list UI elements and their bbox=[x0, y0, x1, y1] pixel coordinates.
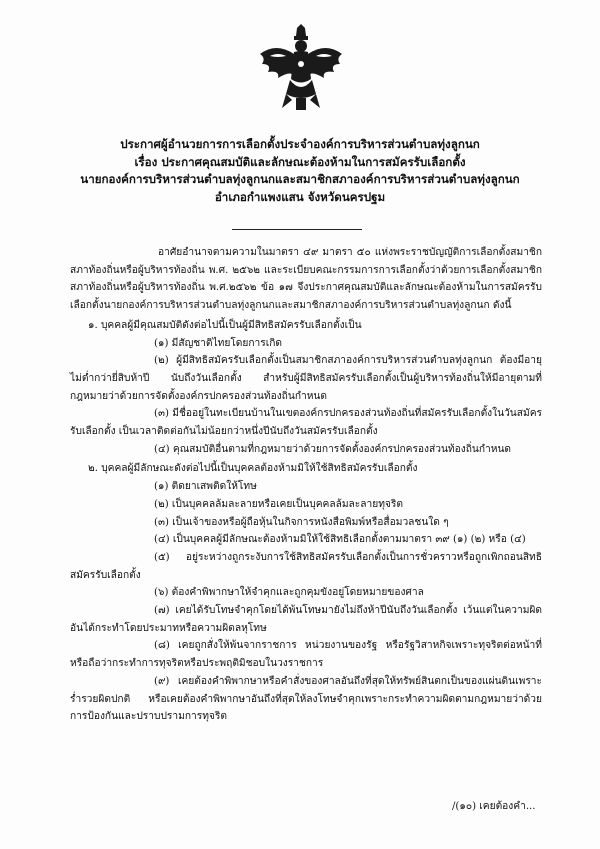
header-line-3: นายกองค์การบริหารส่วนตำบลทุ่งลูกนกและสมาชิกสภาองค์การบริหารส่วนตำบลทุ่งลูกนก bbox=[80, 172, 520, 186]
section-2-item: (๕) อยู่ระหว่างถูกระงับการใช้สิทธิสมัครรับเลือกตั้งเป็นการชั่วคราวหรือถูกเพิกถอนสิทธิสมัครรับเลือกตั้ง bbox=[70, 551, 542, 581]
intro-paragraph: อาศัยอำนาจตามความในมาตรา ๔๙ มาตรา ๕๐ แห่งพระราชบัญญัติการเลือกตั้งสมาชิกสภาท้องถิ่นหรือผู้บริหารท้องถิ่น พ.ศ. ๒๕๖๒ และระเบียบคณะกรรมการการเลือกตั้งว่าด้วยการเลือกตั้งสมาชิกสภาท้องถิ่นหรือผู้บริหารท้องถิ่น พ.ศ.๒๕๖๒ ข้อ ๑๗ จึงประกาศคุณสมบัติและลักษณะต้องห้ามในการสมัครรับเลือกตั้งนายกองค์การบริหารส่วนตำบลทุ่งลูกนกและสมาชิกสภาองค์การบริหารส่วนตำบลทุ่งลูกนก ดังนี้ bbox=[70, 247, 542, 312]
header-line-4: อำเภอกำแพงแสน จังหวัดนครปฐม bbox=[214, 189, 386, 204]
section-2-item: (๖) ต้องคำพิพากษาให้จำคุกและถูกคุมขังอยู่โดยหมายของศาล bbox=[154, 587, 424, 599]
section-2-item: (๙) เคยต้องคำพิพากษาหรือคำสั่งของศาลอันถึงที่สุดให้ทรัพย์สินตกเป็นของแผ่นดินเพราะร่ำรวยผิดปกติ หรือเคยต้องคำพิพากษาอันถึงที่สุดให้ลงโทษจำคุกเพราะกระทำความผิดตามกฎหมายว่าด้วยการป้องกันและปราบปรามการทุจริต bbox=[70, 675, 542, 723]
section-2-item: (๒) เป็นบุคคลล้มละลายหรือเคยเป็นบุคคลล้มละลายทุจริต bbox=[154, 498, 403, 510]
header-line-1: ประกาศผู้อำนวยการการเลือกตั้งประจำองค์การบริหารส่วนตำบลทุ่งลูกนก bbox=[120, 137, 480, 151]
section-2-item: (๘) เคยถูกสั่งให้พ้นจากราชการ หน่วยงานของรัฐ หรือรัฐวิสาหกิจเพราะทุจริตต่อหน้าที่ หรือถือว่ากระทำการทุจริตหรือประพฤติมิชอบในวงราชการ bbox=[70, 640, 542, 670]
continuation-note: /(๑๐) เคยต้องคำ... bbox=[452, 801, 536, 812]
section-2-item: (๑) ติดยาเสพติดให้โทษ bbox=[154, 481, 257, 493]
section-2-item: (๓) เป็นเจ้าของหรือผู้ถือหุ้นในกิจการหนังสือพิมพ์หรือสื่อมวลชนใด ๆ bbox=[154, 516, 449, 528]
section-2-heading: ๒. บุคคลผู้มีลักษณะดังต่อไปนี้เป็นบุคคลต้องห้ามมิให้ใช้สิทธิสมัครรับเลือกตั้ง bbox=[88, 463, 418, 475]
garuda-emblem-icon bbox=[256, 24, 346, 114]
section-2-item: (๗) เคยได้รับโทษจำคุกโดยได้พ้นโทษมายังไม่ถึงห้าปีนับถึงวันเลือกตั้ง เว้นแต่ในความผิดอันได้กระทำโดยประมาทหรือความผิดลหุโทษ bbox=[70, 605, 542, 634]
section-1-item: (๓) มีชื่ออยู่ในทะเบียนบ้านในเขตองค์กรปกครองส่วนท้องถิ่นที่สมัครรับเลือกตั้งในวันสมัครรับเลือกตั้ง เป็นเวลาติดต่อกันไม่น้อยกว่าหนึ่งปีนับถึงวันสมัครรับเลือกตั้ง bbox=[70, 408, 542, 438]
document-body bbox=[70, 244, 542, 726]
section-1-heading: ๑. บุคคลผู้มีคุณสมบัติดังต่อไปนี้เป็นผู้มีสิทธิสมัครรับเลือกตั้งเป็น bbox=[88, 319, 362, 331]
header-line-2: เรื่อง ประกาศคุณสมบัติและลักษณะต้องห้ามในการสมัครรับเลือกตั้ง bbox=[134, 154, 466, 169]
section-1-item: (๔) คุณสมบัติอื่นตามที่กฎหมายว่าด้วยการจัดตั้งองค์กรปกครองส่วนท้องถิ่นกำหนด bbox=[154, 443, 512, 455]
header-divider bbox=[232, 229, 362, 230]
section-2-item: (๔) เป็นบุคคลผู้มีลักษณะต้องห้ามมิให้ใช้สิทธิเลือกตั้งตามมาตรา ๓๙ (๑) (๒) หรือ (๔) bbox=[154, 534, 526, 546]
document-header bbox=[40, 136, 560, 206]
section-1-item: (๒) ผู้มีสิทธิสมัครรับเลือกตั้งเป็นสมาชิกสภาองค์การบริหารส่วนตำบลทุ่งลูกนก ต้องมีอายุไม่ต่ำกว่ายี่สิบห้าปี นับถึงวันเลือกตั้ง สำหรับผู้มีสิทธิสมัครรับเลือกตั้งเป็นผู้บริหารท้องถิ่นให้มีอายุตามที่กฎหมายว่าด้วยการจัดตั้งองค์กรปกครองส่วนท้องถิ่นกำหนด bbox=[70, 355, 542, 402]
section-1-item: (๑) มีสัญชาติไทยโดยการเกิด bbox=[154, 337, 283, 349]
